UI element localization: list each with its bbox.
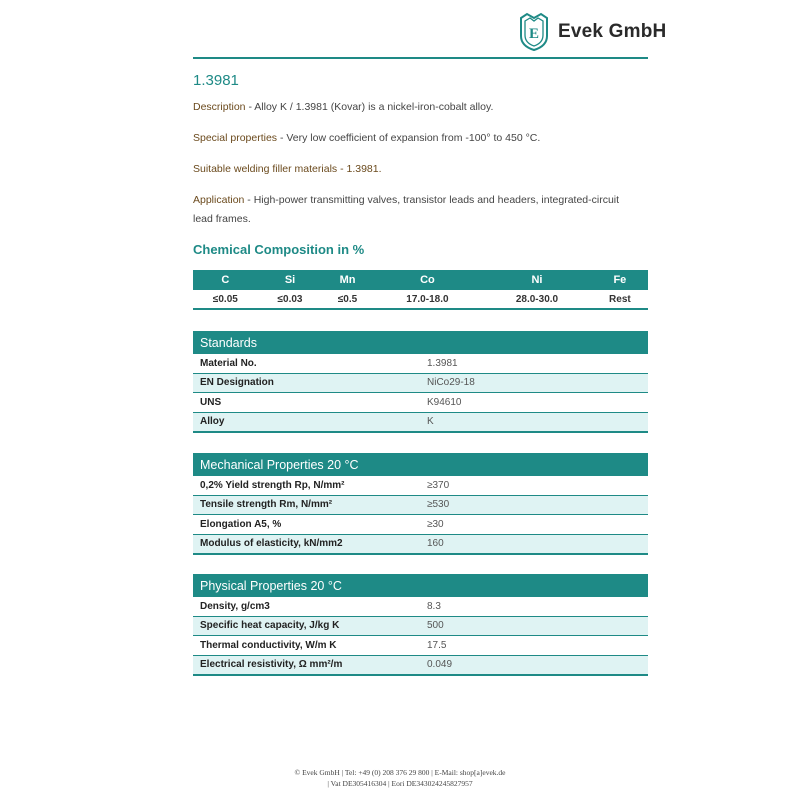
element-header: Mn <box>322 270 372 290</box>
table-row <box>193 354 648 373</box>
element-value: ≤0.05 <box>193 290 258 309</box>
chemical-value-row <box>193 290 648 309</box>
special-properties-paragraph <box>193 129 648 148</box>
property-name: Electrical resistivity, Ω mm²/m <box>193 655 427 675</box>
welding-filler-text: Suitable welding filler materials - 1.3981. <box>193 163 382 175</box>
brand-name: Evek GmbH <box>558 21 667 42</box>
property-value: 8.3 <box>427 597 648 616</box>
svg-text:E: E <box>528 26 540 42</box>
table-row <box>193 412 648 432</box>
property-name: Specific heat capacity, J/kg K <box>193 616 427 636</box>
element-value: ≤0.5 <box>322 290 372 309</box>
property-value: 1.3981 <box>427 354 648 373</box>
property-value: 17.5 <box>427 636 648 656</box>
property-name: Thermal conductivity, W/m K <box>193 636 427 656</box>
property-name: Elongation A5, % <box>193 515 427 535</box>
property-value: ≥530 <box>427 495 648 515</box>
description-text: - Alloy K / 1.3981 (Kovar) is a nickel-iron-cobalt alloy. <box>245 101 494 113</box>
special-properties-text: - Very low coefficient of expansion from -100° to 450 °C. <box>277 132 541 144</box>
table-row <box>193 597 648 616</box>
material-code-title: 1.3981 <box>193 72 239 89</box>
element-header: Co <box>373 270 483 290</box>
element-value: 17.0-18.0 <box>373 290 483 309</box>
table-row <box>193 534 648 554</box>
property-value: 500 <box>427 616 648 636</box>
special-properties-label: Special properties <box>193 132 278 144</box>
table-row <box>193 393 648 413</box>
mechanical-title: Mechanical Properties 20 °C <box>193 453 648 476</box>
property-value: ≥370 <box>427 476 648 495</box>
property-name: Alloy <box>193 412 427 432</box>
chemical-composition-heading: Chemical Composition in % <box>193 242 365 257</box>
mechanical-properties-table <box>193 453 648 555</box>
application-text: - High-power transmitting valves, transistor leads and headers, integrated-circuit lead frames. <box>193 194 620 225</box>
property-value: ≥30 <box>427 515 648 535</box>
table-row <box>193 515 648 535</box>
header-divider <box>193 57 648 59</box>
application-label: Application <box>193 194 245 206</box>
description-paragraph <box>193 98 648 117</box>
property-name: Modulus of elasticity, kN/mm2 <box>193 534 427 554</box>
property-value: NiCo29-18 <box>427 373 648 393</box>
property-value: K <box>427 412 648 432</box>
property-name: EN Designation <box>193 373 427 393</box>
table-row <box>193 655 648 675</box>
element-value: 28.0-30.0 <box>482 290 592 309</box>
shield-e-crest-icon <box>516 12 552 52</box>
table-row <box>193 636 648 656</box>
description-label: Description <box>193 101 246 113</box>
property-name: 0,2% Yield strength Rp, N/mm² <box>193 476 427 495</box>
standards-title: Standards <box>193 331 648 354</box>
property-name: UNS <box>193 393 427 413</box>
element-header: Ni <box>482 270 592 290</box>
property-value: 160 <box>427 534 648 554</box>
mechanical-header-row <box>193 453 648 476</box>
table-row <box>193 476 648 495</box>
table-row <box>193 616 648 636</box>
physical-title: Physical Properties 20 °C <box>193 574 648 597</box>
standards-table <box>193 331 648 433</box>
standards-header-row <box>193 331 648 354</box>
footer-contact-line: © Evek GmbH | Tel: +49 (0) 208 376 29 800 | E-Mail: shop[a]evek.de <box>294 768 506 777</box>
element-header: Si <box>258 270 323 290</box>
physical-properties-table <box>193 574 648 676</box>
chemical-header-row <box>193 270 648 290</box>
property-value: K94610 <box>427 393 648 413</box>
element-header: Fe <box>592 270 648 290</box>
element-value: Rest <box>592 290 648 309</box>
table-row <box>193 495 648 515</box>
table-row <box>193 373 648 393</box>
footer-tax-line: | Vat DE305416304 | Eori DE343024245827957 <box>327 779 473 788</box>
physical-header-row <box>193 574 648 597</box>
element-value: ≤0.03 <box>258 290 323 309</box>
property-name: Density, g/cm3 <box>193 597 427 616</box>
welding-filler-paragraph <box>193 160 648 179</box>
application-paragraph <box>193 191 623 229</box>
element-header: C <box>193 270 258 290</box>
company-logo <box>516 12 666 52</box>
property-name: Material No. <box>193 354 427 373</box>
property-name: Tensile strength Rm, N/mm² <box>193 495 427 515</box>
property-value: 0.049 <box>427 655 648 675</box>
chemical-composition-table <box>193 270 648 310</box>
